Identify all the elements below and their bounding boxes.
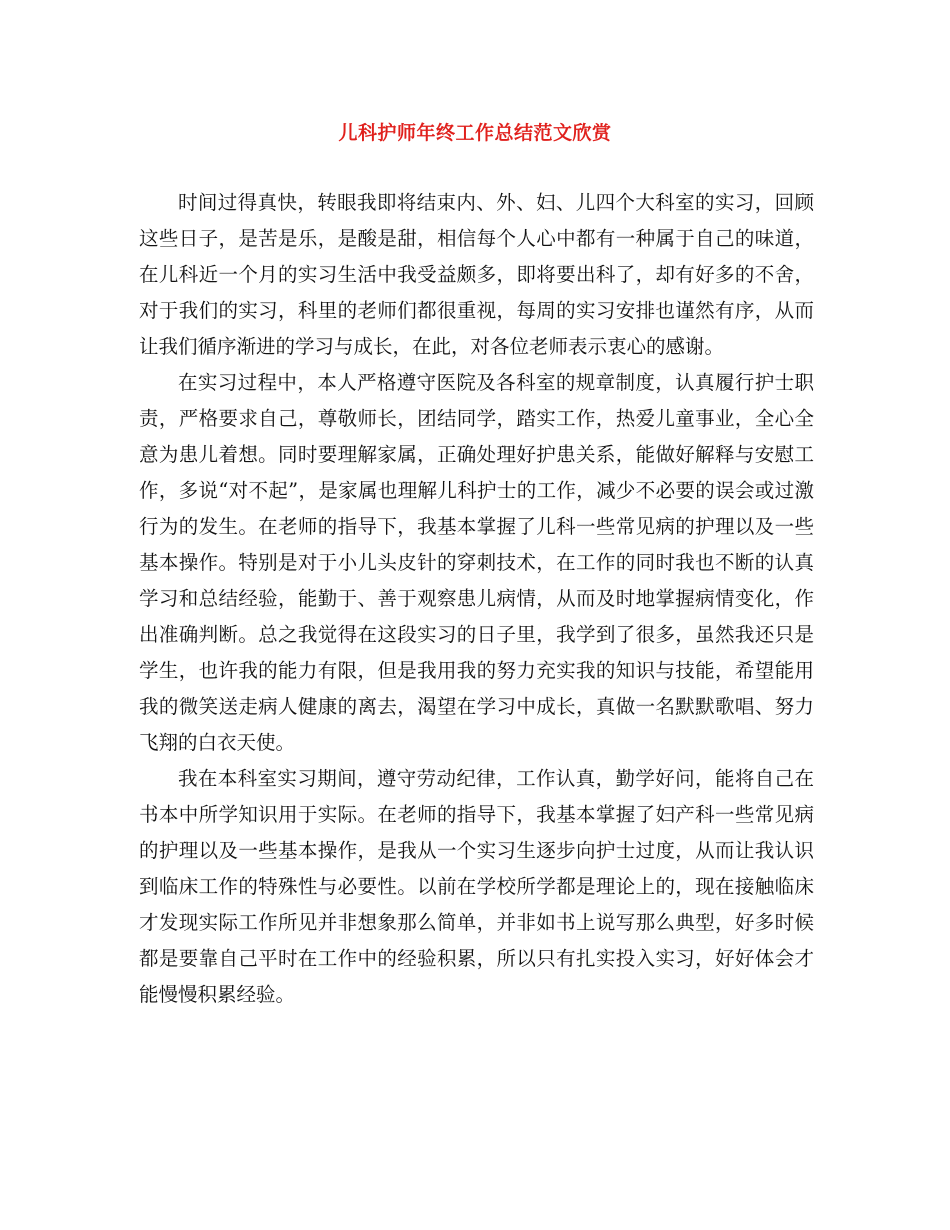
document-title: 儿科护师年终工作总结范文欣赏: [338, 122, 612, 144]
paragraph-3: 我在本科室实习期间，遵守劳动纪律，工作认真，勤学好问，能将自己在书本中所学知识用于实际。在老师的指导下，我基本掌握了妇产科一些常见病的护理以及一些基本操作，是我从一个实习生逐步向护士过度，从而让我认识到临床工作的特殊性与必要性。以前在学校所学都是理论上的，现在接触临床才发现实际工作所见并非想象那么简单，并非如书上说写那么典型，好多时候都是要靠自己平时在工作中的经验积累，所以只有扎实投入实习，好好体会才能慢慢积累经验。: [139, 767, 814, 1006]
paragraph-2: 在实习过程中，本人严格遵守医院及各科室的规章制度，认真履行护士职责，严格要求自己，尊敬师长，团结同学，踏实工作，热爱儿童事业，全心全意为患儿着想。同时要理解家属，正确处理好护患关系，能做好解释与安慰工作，多说“对不起”，是家属也理解儿科护士的工作，减少不必要的误会或过激行为的发生。在老师的指导下，我基本掌握了儿科一些常见病的护理以及一些基本操作。特别是对于小儿头皮针的穿刺技术，在工作的同时我也不断的认真学习和总结经验，能勤于、善于观察患儿病情，从而及时地掌握病情变化，作出准确判断。总之我觉得在这段实习的日子里，我学到了很多，虽然我还只是学生，也许我的能力有限，但是我用我的努力充实我的知识与技能，希望能用我的微笑送走病人健康的离去，渴望在学习中成长，真做一名默默歌唱、努力飞翔的白衣天使。: [139, 371, 814, 754]
document-body: [139, 185, 814, 1013]
paragraph-1: 时间过得真快，转眼我即将结束内、外、妇、儿四个大科室的实习，回顾这些日子，是苦是乐，是酸是甜，相信每个人心中都有一种属于自己的味道，在儿科近一个月的实习生活中我受益颇多，即将要出科了，却有好多的不舍，对于我们的实习，科里的老师们都很重视，每周的实习安排也谨然有序，从而让我们循序渐进的学习与成长，在此，对各位老师表示衷心的感谢。: [139, 191, 814, 358]
